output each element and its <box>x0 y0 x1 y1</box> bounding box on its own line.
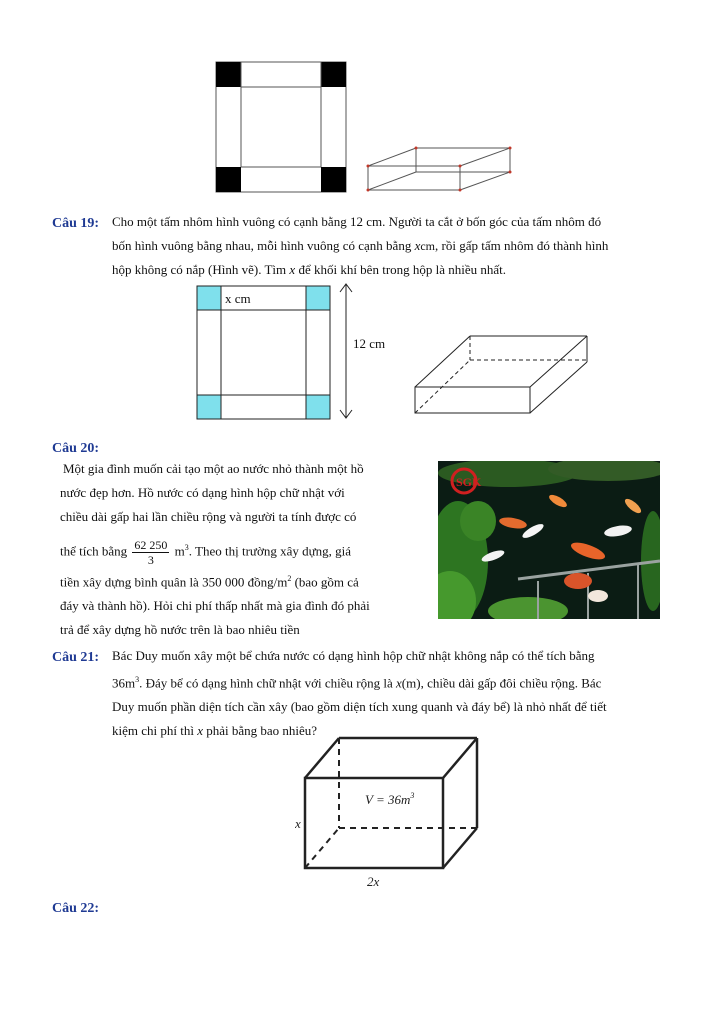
corner-square <box>321 167 346 192</box>
q19-text <box>112 210 674 282</box>
side-arrow <box>340 284 352 418</box>
q21-line4: kiệm chi phí thì x phải bằng bao nhiêu? <box>112 723 318 739</box>
q21-tank-figure <box>295 728 505 893</box>
q20-line7: trả để xây dựng hồ nước trên là bao nhiêu tiền <box>60 622 300 638</box>
corner-square <box>216 62 241 87</box>
q19-line1: Cho một tấm nhôm hình vuông có cạnh bằng 12 cm. Người ta cắt ở bốn góc của tấm nhôm đó <box>112 214 602 229</box>
open-box <box>415 336 587 413</box>
volume-label: $V = 36m^3$ <box>365 791 415 807</box>
q19-figure <box>190 280 600 425</box>
length-2x-label: 2x <box>367 874 380 889</box>
koi-pond-photo <box>438 461 660 619</box>
top-figure <box>205 40 535 205</box>
q21-line1: Bác Duy muốn xây một bể chứa nước có dạng hình hộp chữ nhật không nắp có thể tích bằng <box>112 648 595 663</box>
volume-fraction: $\frac{62 250}{3}$ <box>134 537 168 567</box>
cyan-corner <box>197 286 221 310</box>
q21-line3: Duy muốn phần diện tích cần xây (bao gồm diện tích xung quanh và đáy bể) là nhỏ nhất để tiết <box>112 699 607 715</box>
cyan-corner <box>306 286 330 310</box>
svg-text:SGK: SGK <box>456 475 482 489</box>
side-length-label: 12 cm <box>353 336 386 351</box>
q19-line2: bốn hình vuông bằng nhau, mỗi hình vuông có cạnh bằng xcm, rồi gấp tấm nhôm đó thành hình <box>112 238 609 253</box>
q20-label: Câu 20: <box>52 441 100 456</box>
q21-label: Câu 21: <box>52 650 100 665</box>
corner-square <box>321 62 346 87</box>
q20-line4: thể tích bằng $\frac{62 250}{3}$ $m^3$. Theo thị trường xây dựng, giá <box>60 537 352 567</box>
aluminum-sheet <box>197 286 330 419</box>
q20-line5: tiền xây dựng bình quân là 350 000 đồng/$m^2$ (bao gồm cả <box>60 574 359 590</box>
q19-line3: hộp không có nắp (Hình vẽ). Tìm x để khối khí bên trong hộp là nhiều nhất. <box>112 262 507 277</box>
q20-line1: Một gia đình muốn cải tạo một ao nước nhỏ thành một hồ <box>63 461 364 476</box>
wireframe-box <box>367 147 512 192</box>
cyan-corner <box>197 395 221 419</box>
q20-line2: nước đẹp hơn. Hồ nước có dạng hình hộp chữ nhật với <box>60 485 345 500</box>
corner-square <box>216 167 241 192</box>
q20-line6: đáy và thành hồ). Hỏi chi phí thấp nhất mà gia đình đó phải <box>60 598 370 614</box>
x-cm-label: x cm <box>225 291 251 306</box>
cut-sheet-diagram <box>216 62 346 192</box>
q22-label: Câu 22: <box>52 901 100 916</box>
q20-text <box>60 457 415 642</box>
height-x-label: x <box>295 816 301 831</box>
q20-line3: chiều dài gấp hai lần chiều rộng và người ta tính được có <box>60 509 357 524</box>
cyan-corner <box>306 395 330 419</box>
q19-label: Câu 19: <box>52 216 100 231</box>
q21-line2: $36m^3$. Đáy bể có dạng hình chữ nhật với chiều rộng là x(m), chiều dài gấp đôi chiều rộng. Bác <box>112 675 602 691</box>
